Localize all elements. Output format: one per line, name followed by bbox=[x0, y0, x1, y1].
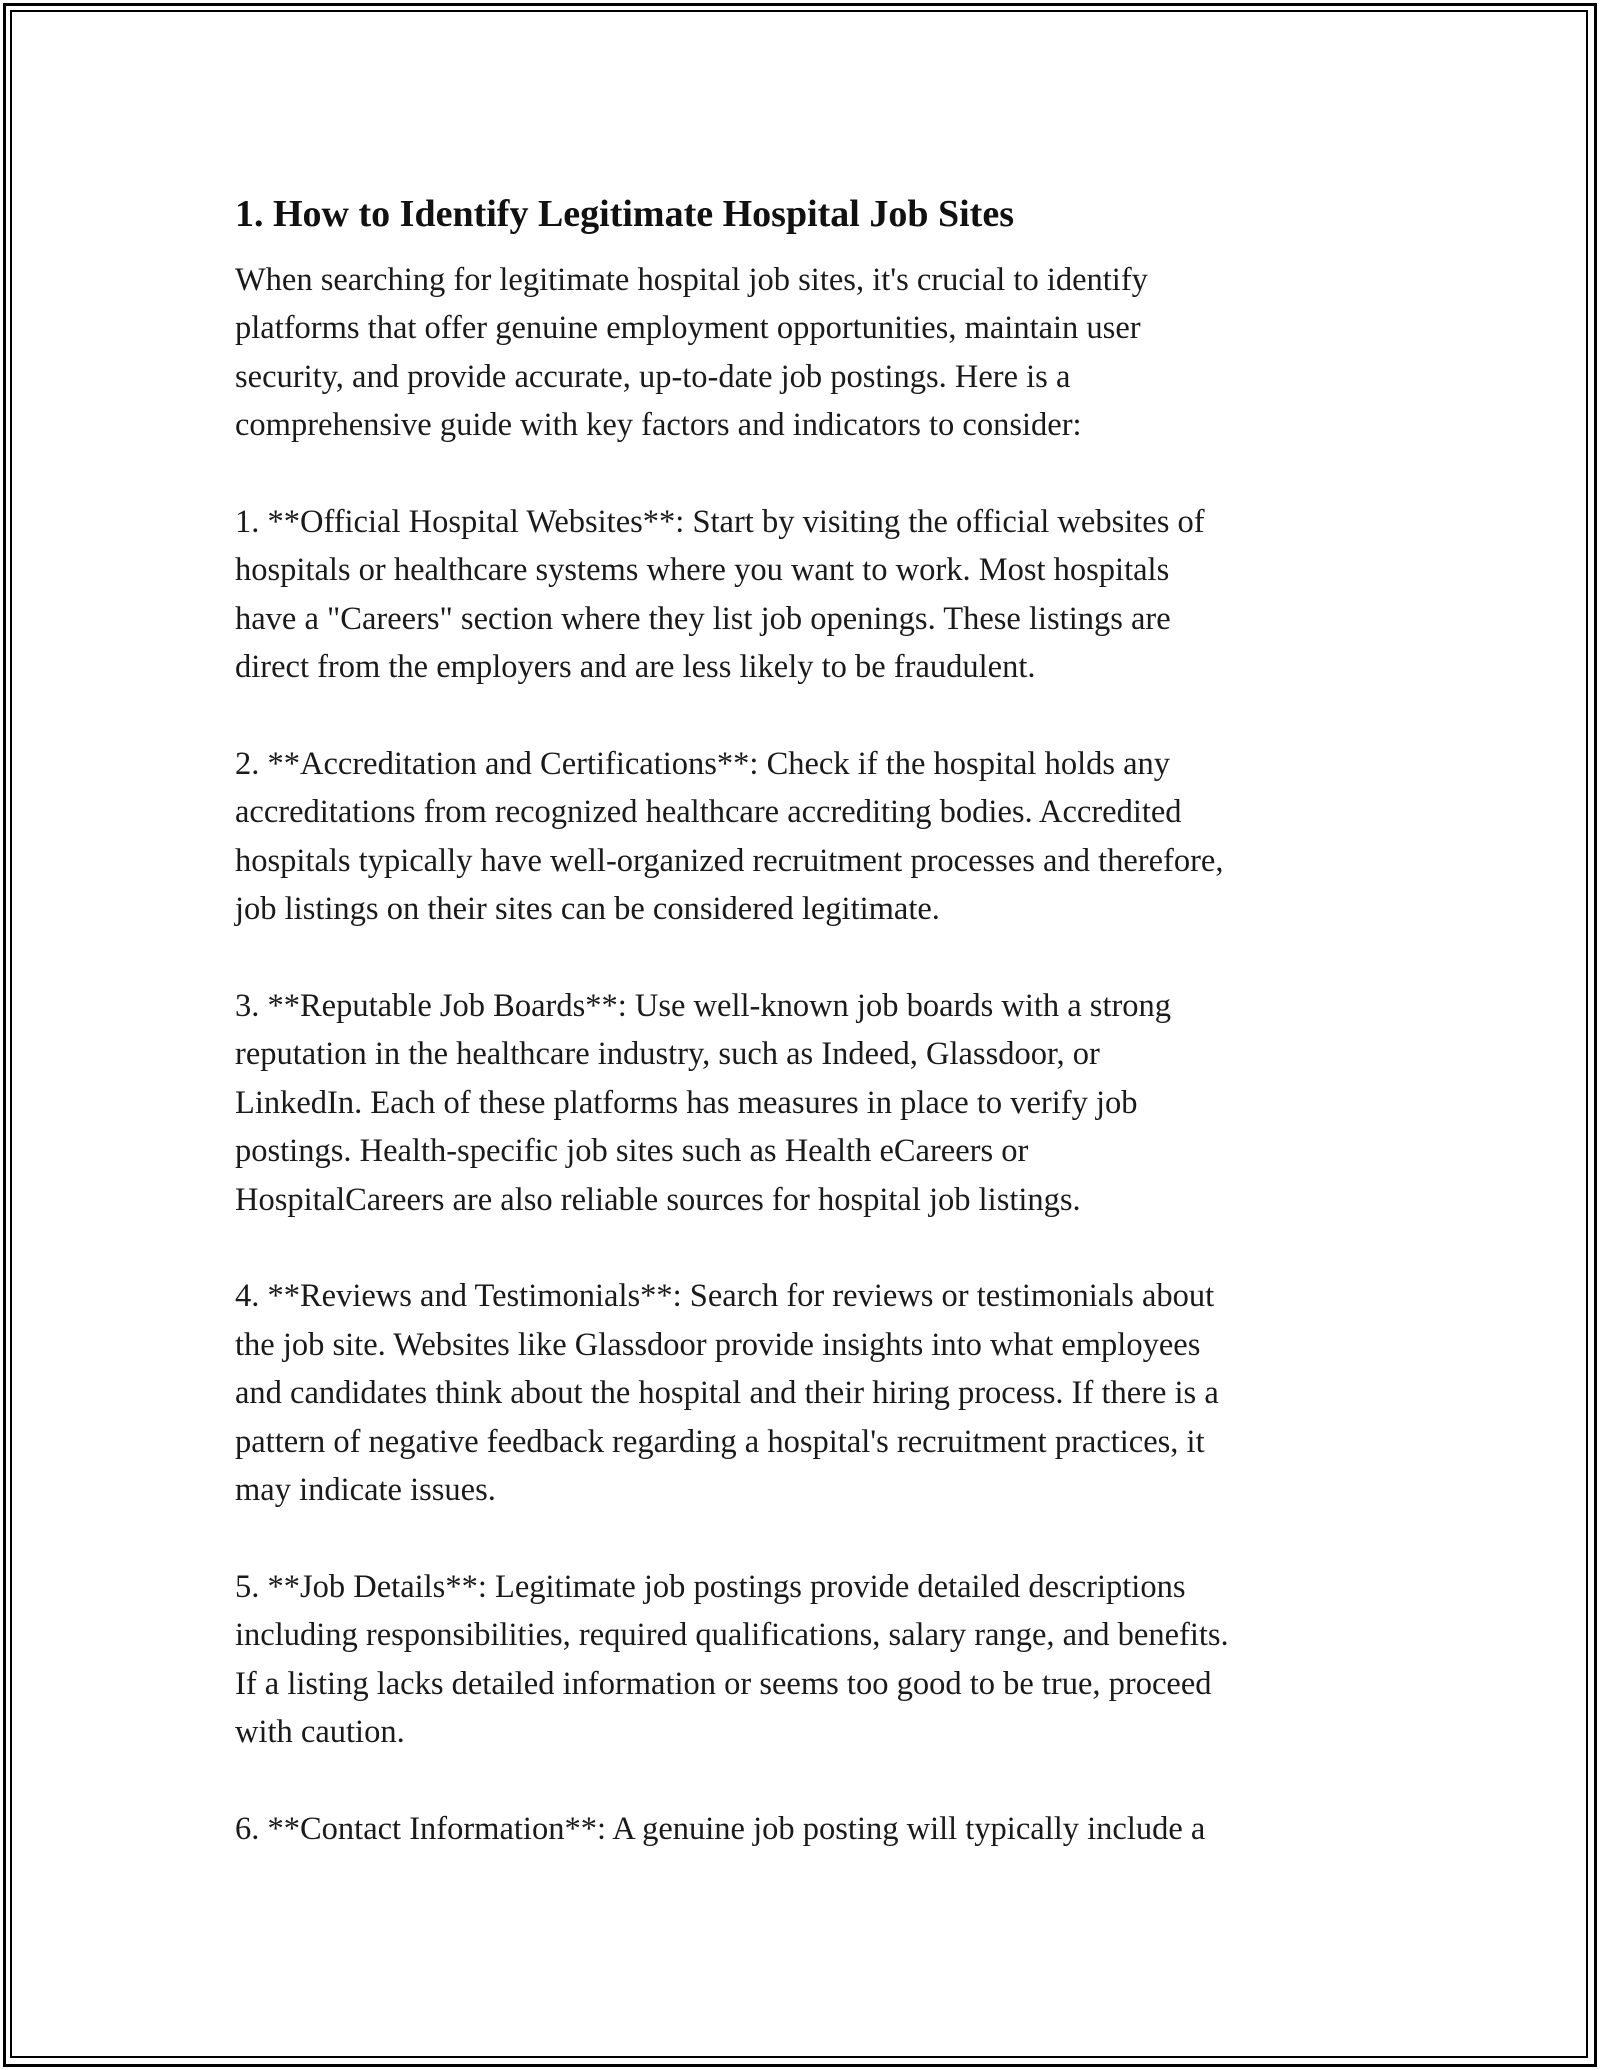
text-line: including responsibilities, required qualifications, salary range, and benefits. bbox=[235, 1617, 1229, 1654]
text-line: hospitals typically have well-organized recruitment processes and therefore, bbox=[235, 842, 1224, 879]
text-line: direct from the employers and are less likely to be fraudulent. bbox=[235, 649, 1036, 686]
text-line: 3. **Reputable Job Boards**: Use well-known job boards with a strong bbox=[235, 988, 1172, 1025]
text-line: hospitals or healthcare systems where you want to work. Most hospitals bbox=[235, 552, 1170, 589]
text-line: accreditations from recognized healthcare accrediting bodies. Accredited bbox=[235, 794, 1182, 831]
list-item-reviews bbox=[235, 1272, 1365, 1514]
text-line: and candidates think about the hospital and their hiring process. If there is a bbox=[235, 1375, 1219, 1412]
text-line: job listings on their sites can be considered legitimate. bbox=[235, 891, 940, 928]
text-line: If a listing lacks detailed information or seems too good to be true, proceed bbox=[235, 1665, 1212, 1702]
text-line: platforms that offer genuine employment opportunities, maintain user bbox=[235, 310, 1141, 347]
text-line: 6. **Contact Information**: A genuine job posting will typically include a bbox=[235, 1810, 1206, 1847]
text-line: have a "Careers" section where they list job openings. These listings are bbox=[235, 600, 1171, 637]
document-body bbox=[235, 184, 1365, 1902]
page-title: 1. How to Identify Legitimate Hospital Job Sites bbox=[235, 193, 1014, 235]
text-line: postings. Health-specific job sites such as Health eCareers or bbox=[235, 1133, 1029, 1170]
text-line: When searching for legitimate hospital job sites, it's crucial to identify bbox=[235, 262, 1148, 298]
text-line: the job site. Websites like Glassdoor provide insights into what employees bbox=[235, 1326, 1201, 1363]
text-line: LinkedIn. Each of these platforms has measures in place to verify job bbox=[235, 1084, 1138, 1121]
intro-paragraph bbox=[235, 256, 1365, 450]
text-line: HospitalCareers are also reliable sources for hospital job listings. bbox=[235, 1181, 1081, 1218]
text-line: 5. **Job Details**: Legitimate job postings provide detailed descriptions bbox=[235, 1568, 1186, 1605]
text-line: may indicate issues. bbox=[235, 1472, 496, 1509]
list-item-job-details bbox=[235, 1563, 1365, 1757]
list-item-job-boards bbox=[235, 982, 1365, 1224]
text-line: pattern of negative feedback regarding a hospital's recruitment practices, it bbox=[235, 1423, 1205, 1460]
list-item-contact-information bbox=[235, 1805, 1365, 1853]
text-line: reputation in the healthcare industry, such as Indeed, Glassdoor, or bbox=[235, 1036, 1100, 1073]
text-line: with caution. bbox=[235, 1714, 405, 1751]
list-item-official-websites bbox=[235, 498, 1365, 692]
text-line: comprehensive guide with key factors and indicators to consider: bbox=[235, 407, 1082, 444]
list-item-accreditation bbox=[235, 740, 1365, 934]
text-line: security, and provide accurate, up-to-date job postings. Here is a bbox=[235, 358, 1071, 395]
text-line: 1. **Official Hospital Websites**: Start by visiting the official websites of bbox=[235, 504, 1205, 541]
text-line: 4. **Reviews and Testimonials**: Search for reviews or testimonials about bbox=[235, 1278, 1215, 1315]
text-line: 2. **Accreditation and Certifications**: Check if the hospital holds any bbox=[235, 746, 1171, 783]
